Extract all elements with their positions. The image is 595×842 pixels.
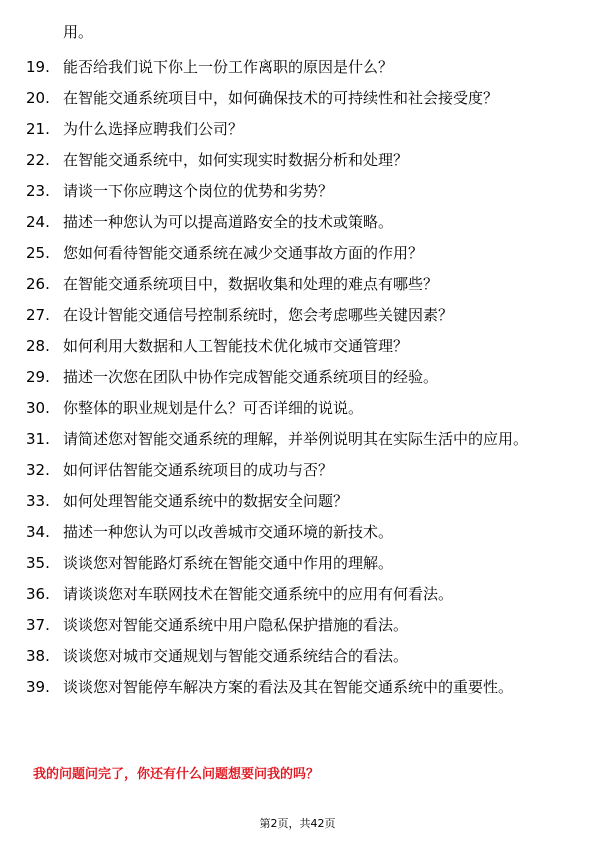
question-item [26, 521, 566, 544]
question-number: 35. [26, 554, 50, 572]
question-number: 23. [26, 182, 50, 200]
question-number: 30. [26, 399, 50, 417]
question-item [26, 335, 566, 358]
question-text: 请简述您对智能交通系统的理解，并举例说明其在实际生活中的应用。 [63, 430, 529, 448]
question-number: 39. [26, 678, 50, 696]
question-item [26, 87, 566, 110]
question-number: 31. [26, 430, 50, 448]
question-item [26, 242, 566, 265]
question-text: 能否给我们说下你上一份工作离职的原因是什么？ [63, 58, 394, 76]
question-item [26, 552, 566, 575]
question-text: 如何评估智能交通系统项目的成功与否？ [63, 461, 334, 479]
question-text: 请谈一下你应聘这个岗位的优势和劣势？ [63, 182, 334, 200]
question-number: 34. [26, 523, 50, 541]
question-text: 在智能交通系统项目中，数据收集和处理的难点有哪些？ [63, 275, 439, 293]
question-number: 26. [26, 275, 50, 293]
question-number: 21. [26, 120, 50, 138]
question-text: 您如何看待智能交通系统在减少交通事故方面的作用？ [63, 244, 424, 262]
closing-question: 我的问题问完了，你还有什么问题想要问我的吗？ [33, 767, 320, 782]
question-item [26, 583, 566, 606]
question-item [26, 273, 566, 296]
question-number: 33. [26, 492, 50, 510]
question-item [26, 428, 566, 451]
question-text: 谈谈您对智能交通系统中用户隐私保护措施的看法。 [63, 616, 409, 634]
question-text: 谈谈您对城市交通规划与智能交通系统结合的看法。 [63, 647, 409, 665]
question-item [26, 149, 566, 172]
question-number: 28. [26, 337, 50, 355]
question-number: 36. [26, 585, 50, 603]
question-item [26, 304, 566, 327]
question-item [26, 614, 566, 637]
question-text: 如何处理智能交通系统中的数据安全问题？ [63, 492, 349, 510]
question-number: 27. [26, 306, 50, 324]
question-text: 你整体的职业规划是什么？可否详细的说说。 [63, 399, 364, 417]
question-item [26, 490, 566, 513]
question-item [26, 366, 566, 389]
continuation-text: 用。 [63, 23, 94, 41]
question-text: 为什么选择应聘我们公司？ [63, 120, 244, 138]
question-number: 25. [26, 244, 50, 262]
question-item [26, 397, 566, 420]
question-text: 在智能交通系统中，如何实现实时数据分析和处理？ [63, 151, 409, 169]
question-text: 谈谈您对智能停车解决方案的看法及其在智能交通系统中的重要性。 [63, 678, 514, 696]
question-number: 19. [26, 58, 50, 76]
question-text: 描述一种您认为可以提高道路安全的技术或策略。 [63, 213, 394, 231]
question-text: 请谈谈您对车联网技术在智能交通系统中的应用有何看法。 [63, 585, 454, 603]
question-list [26, 56, 566, 707]
question-text: 谈谈您对智能路灯系统在智能交通中作用的理解。 [63, 554, 394, 572]
question-number: 20. [26, 89, 50, 107]
question-text: 在设计智能交通信号控制系统时，您会考虑哪些关键因素？ [63, 306, 454, 324]
question-item [26, 211, 566, 234]
question-number: 37. [26, 616, 50, 634]
question-number: 24. [26, 213, 50, 231]
question-number: 38. [26, 647, 50, 665]
question-item [26, 180, 566, 203]
question-text: 描述一种您认为可以改善城市交通环境的新技术。 [63, 523, 394, 541]
question-number: 29. [26, 368, 50, 386]
question-number: 22. [26, 151, 50, 169]
question-text: 如何利用大数据和人工智能技术优化城市交通管理？ [63, 337, 409, 355]
question-item [26, 118, 566, 141]
question-item [26, 676, 566, 699]
question-text: 在智能交通系统项目中，如何确保技术的可持续性和社会接受度？ [63, 89, 499, 107]
page-footer: 第2页，共42页 [259, 817, 336, 830]
question-item [26, 459, 566, 482]
question-item [26, 645, 566, 668]
question-text: 描述一次您在团队中协作完成智能交通系统项目的经验。 [63, 368, 439, 386]
question-number: 32. [26, 461, 50, 479]
question-item [26, 56, 566, 79]
